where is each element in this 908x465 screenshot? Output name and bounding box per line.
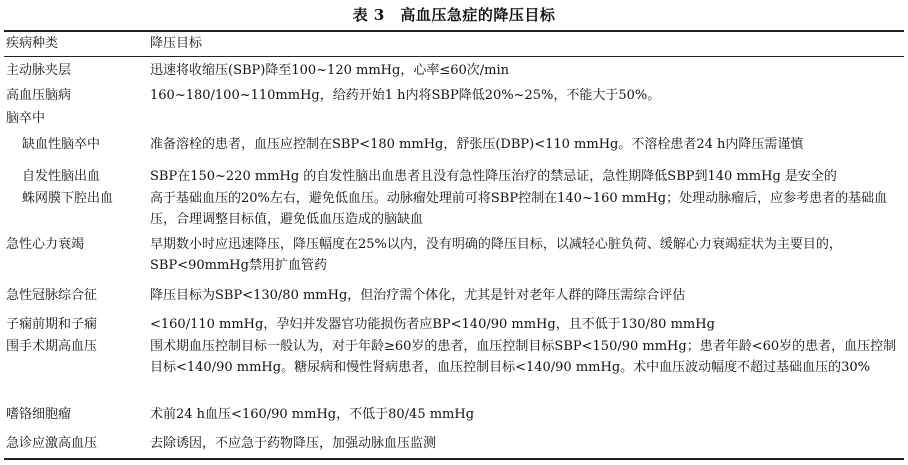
target-text: 去除诱因，不应急于药物降压，加强动脉血压监测: [150, 436, 437, 451]
disease-name: 急性冠脉综合征: [6, 288, 98, 303]
header-disease-type: 疾病种类: [6, 36, 59, 51]
disease-name: 围手术期高血压: [6, 339, 98, 354]
disease-name: 子痫前期和子痫: [6, 317, 98, 332]
header-rule: [4, 56, 904, 57]
top-rule: [4, 30, 904, 32]
disease-name: 嗜铬细胞瘤: [6, 407, 72, 422]
table-title: 表 3 高血压急症的降压目标: [352, 6, 556, 24]
disease-name: 自发性脑出血: [22, 169, 101, 184]
disease-name: 蛛网膜下腔出血: [22, 191, 114, 206]
disease-name: 急性心力衰竭: [6, 237, 85, 252]
disease-name: 急诊应激高血压: [6, 436, 98, 451]
target-text: 早期数小时应迅速降压，降压幅度在25%以内，没有明确的降压目标，以减轻心脏负荷、缓解心力衰竭症状为主要目的，SBP<90mmHg禁用扩血管药: [150, 237, 842, 273]
disease-name: 主动脉夹层: [6, 63, 72, 78]
target-text: 围术期血压控制目标一般认为，对于年龄≥60岁的患者，血压控制目标SBP<150/90 mmHg；患者年龄<60岁的患者，血压控制目标<140/90 mmHg。糖尿病和慢性肾病患者，血压控制目标<140/90 mmHg。术中血压波动幅度不超过基础血压的30%: [150, 339, 897, 375]
disease-name: 缺血性脑卒中: [22, 137, 101, 152]
header-target: 降压目标: [150, 36, 203, 51]
target-text: 降压目标为SBP<130/80 mmHg，但治疗需个体化，尤其是针对老年人群的降压需综合评估: [150, 288, 686, 303]
target-text: 高于基础血压的20%左右，避免低血压。动脉瘤处理前可将SBP控制在140~160 mmHg；处理动脉瘤后，应参考患者的基础血压，合理调整目标值，避免低血压造成的脑缺血: [150, 191, 888, 227]
target-text: 160~180/100~110mmHg，给药开始1 h内将SBP降低20%~25%，不能大于50%。: [150, 88, 661, 103]
disease-group-name: 脑卒中: [6, 111, 46, 126]
target-text: SBP在150~220 mmHg 的自发性脑出血患者且没有急性降压治疗的禁忌证，急性期降低SBP到140 mmHg 是安全的: [150, 169, 837, 184]
target-text: 准备溶栓的患者，血压应控制在SBP<180 mmHg，舒张压(DBP)<110 mmHg。不溶栓患者24 h内降压需谨慎: [150, 137, 804, 152]
bottom-rule: [4, 458, 904, 460]
target-text: 迅速将收缩压(SBP)降至100~120 mmHg，心率≤60次/min: [150, 63, 509, 78]
target-text: <160/110 mmHg，孕妇并发器官功能损伤者应BP<140/90 mmHg，且不低于130/80 mmHg: [150, 317, 715, 332]
disease-name: 高血压脑病: [6, 88, 72, 103]
table-header: [0, 33, 908, 55]
target-text: 术前24 h血压<160/90 mmHg，不低于80/45 mmHg: [150, 407, 475, 422]
